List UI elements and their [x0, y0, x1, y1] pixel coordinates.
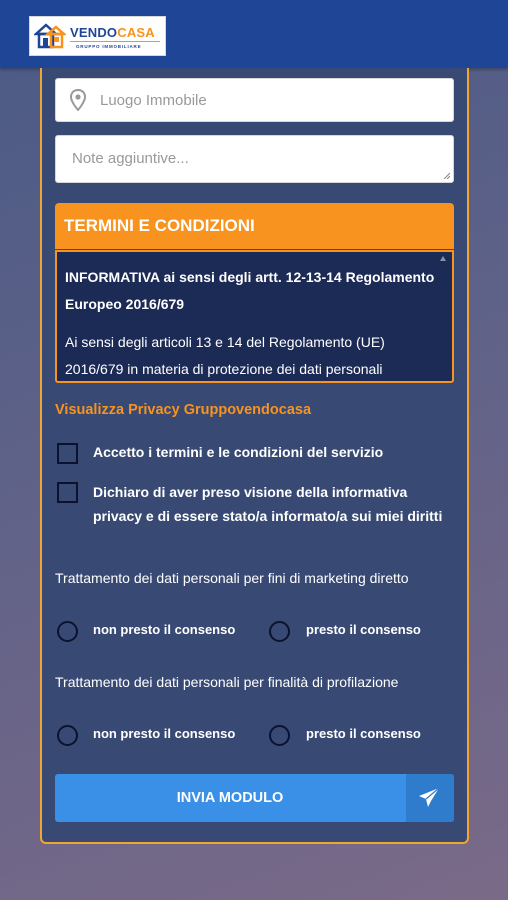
logo-wordmark: VENDOCASA: [70, 25, 155, 40]
profiling-accept-label: presto il consenso: [306, 726, 421, 741]
scroll-arrow-icon[interactable]: [440, 256, 446, 261]
terms-scroll-box[interactable]: [55, 250, 454, 383]
vendocasa-logo[interactable]: [29, 16, 166, 56]
resize-grip-icon[interactable]: [443, 172, 450, 179]
location-pin-icon: [70, 89, 86, 111]
marketing-accept-label: presto il consenso: [306, 622, 421, 637]
notes-textarea[interactable]: [72, 150, 442, 178]
marketing-deny-label: non presto il consenso: [93, 622, 236, 637]
logo-divider: [70, 41, 160, 42]
logo-subtitle: GRUPPO IMMOBILIARE: [76, 44, 142, 49]
submit-label: INVIA MODULO: [176, 790, 284, 806]
house-logo-icon: [34, 21, 66, 51]
marketing-deny-radio[interactable]: [57, 621, 78, 642]
profiling-accept-radio[interactable]: [269, 725, 290, 746]
terms-body: Ai sensi degli articoli 13 e 14 del Regolamento (UE) 2016/679 in materia di protezione dei dati personali: [65, 334, 385, 377]
submit-icon-box: [406, 774, 454, 822]
marketing-accept-radio[interactable]: [269, 621, 290, 642]
submit-button[interactable]: [55, 774, 454, 822]
notes-field[interactable]: [55, 135, 454, 183]
accept-terms-label: Accetto i termini e le condizioni del servizio: [93, 444, 384, 460]
privacy-declaration-checkbox[interactable]: [57, 482, 78, 503]
accept-terms-checkbox[interactable]: [57, 443, 78, 464]
location-input[interactable]: [100, 79, 440, 121]
terms-title: INFORMATIVA ai sensi degli artt. 12-13-14 Regolamento Europeo 2016/679: [65, 269, 435, 312]
profiling-deny-label: non presto il consenso: [93, 726, 236, 741]
location-field[interactable]: [55, 78, 454, 122]
terms-header: TERMINI E CONDIZIONI: [55, 203, 454, 249]
privacy-link[interactable]: Visualizza Privacy Gruppovendocasa: [55, 402, 312, 418]
send-icon: [418, 787, 440, 809]
marketing-question: Trattamento dei dati personali per fini di marketing diretto: [55, 570, 409, 586]
privacy-declaration-label: Dichiaro di aver preso visione della informativa privacy e di essere stato/a informato/a sui miei diritti: [93, 484, 443, 524]
profiling-deny-radio[interactable]: [57, 725, 78, 746]
top-bar: [0, 0, 508, 68]
profiling-question: Trattamento dei dati personali per finalità di profilazione: [55, 674, 399, 690]
